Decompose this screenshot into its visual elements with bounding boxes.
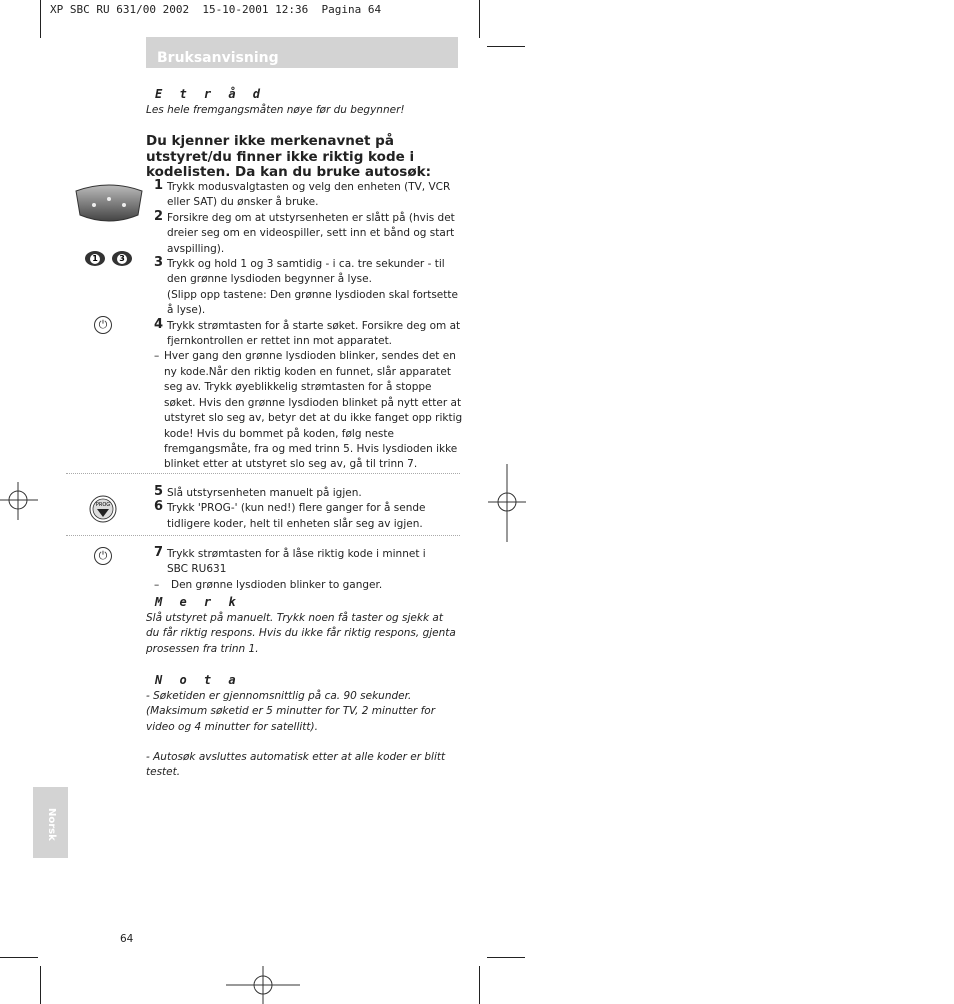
dash-text: Hver gang den grønne lysdioden blinker, sendes det en ny kode.Når den riktig koden en funnet, slår apparatet seg av. Trykk øyeblikkelig strømtasten for å stoppe søket. Hvis den grønne lysdioden blinket på nytt etter at utstyret slo seg av, betyr det at du ikke fanget opp riktig kode! Hvis du bommet på koden, følg neste fremgangsmåte, fra og med trinn 5. Hvis lysdioden ikke blinket etter at utstyret slo seg av, gå til trinn 7. — [164, 350, 463, 471]
step-item — [146, 180, 466, 211]
prog-down-icon — [89, 495, 117, 523]
steps-block-c — [146, 547, 431, 593]
step-text: Trykk 'PROG-' (kun ned!) flere ganger for å sende tidligere koder, helt til enheten slår seg av igjen. — [167, 502, 426, 530]
divider — [66, 473, 460, 474]
step-text: Trykk modusvalgtasten og velg den enheten (TV, VCR eller SAT) du ønsker å bruke. — [167, 181, 451, 209]
nota-label: N o t a — [155, 673, 241, 687]
step-number: 6 — [154, 499, 164, 515]
note-label: M e r k — [155, 595, 241, 609]
step-text: Trykk strømtasten for å starte søket. Forsikre deg om at fjernkontrollen er rettet inn mot apparatet. — [167, 319, 461, 348]
prog-label: PROG — [95, 502, 111, 508]
step-item — [146, 547, 431, 578]
language-label: Norsk — [46, 808, 57, 841]
steps-block-a — [146, 180, 466, 473]
registration-mark-right — [488, 464, 528, 544]
step-number: 1 — [154, 178, 164, 193]
power-icon: ⏻ — [94, 316, 112, 334]
step-item — [146, 316, 466, 350]
step-number: 3 — [154, 255, 164, 271]
dash-text: Den grønne lysdioden blinker to ganger. — [171, 578, 383, 591]
power-icon: ⏻ — [94, 547, 112, 565]
step-item — [146, 486, 466, 501]
page-number: 64 — [120, 933, 134, 945]
step-item — [146, 501, 466, 532]
dash-item: – Den grønne lysdioden blinker to ganger. — [154, 578, 383, 591]
crop-mark — [487, 957, 525, 958]
key-3-icon: 3 — [112, 251, 132, 266]
divider — [66, 535, 460, 536]
step-number: 4 — [154, 316, 164, 332]
section-title: Bruksanvisning — [157, 50, 279, 66]
step-text: Trykk strømtasten for å låse riktig kode i minnet i SBC RU631 — [167, 548, 426, 576]
tip-text: Les hele fremgangsmåten nøye før du begynner! — [146, 104, 405, 116]
step-number: 2 — [154, 208, 164, 224]
instructions-heading: Du kjenner ikke merkenavnet på utstyret/du finner ikke riktig kode i kodelisten. Da kan du bruke autosøk: — [146, 133, 431, 180]
registration-mark-left — [0, 482, 40, 522]
registration-mark-bottom — [226, 966, 300, 1004]
crop-mark — [40, 0, 41, 38]
dash-item: – Hver gang den grønne lysdioden blinker, sendes det en ny kode.Når den riktig koden en funnet, slår apparatet seg av. Trykk øyeblikkelig strømtasten for å stoppe søket. Hvis den grønne lysdioden blinket på nytt etter at utstyret slo seg av, betyr det at du ikke fanget opp riktig kode! Hvis du bommet på koden, følg neste fremgangsmåte, fra og med trinn 5. Hvis lysdioden ikke blinket etter at utstyret slo seg av, gå til trinn 7. — [154, 350, 463, 471]
key-1-icon: 1 — [85, 251, 105, 266]
crop-mark — [487, 46, 525, 47]
section-title-bar — [146, 37, 458, 68]
step-item — [146, 257, 466, 319]
crop-mark — [479, 0, 480, 38]
crop-mark — [0, 957, 38, 958]
step-text: Trykk og hold 1 og 3 samtidig - i ca. tre sekunder - til den grønne lysdioden begynner å lyse. — [167, 258, 445, 286]
crop-mark — [40, 966, 41, 1004]
nota-item-2: - Autosøk avsluttes automatisk etter at alle koder er blitt testet. — [146, 751, 446, 779]
crop-mark — [479, 966, 480, 1004]
mode-select-icon — [72, 183, 146, 223]
language-tab — [33, 787, 68, 858]
tip-label: E t r å d — [155, 87, 266, 101]
steps-block-b — [146, 486, 466, 532]
step-number: 7 — [154, 545, 164, 560]
step-number: 5 — [154, 484, 164, 499]
nota-item-1: - Søketiden er gjennomsnittlig på ca. 90 sekunder. (Maksimum søketid er 5 minutter for TV, 2 minutter for video og 4 minutter for satellitt). — [146, 690, 436, 733]
step-text: Slå utstyrsenheten manuelt på igjen. — [167, 487, 362, 499]
note-text: Slå utstyret på manuelt. Trykk noen få taster og sjekk at du får riktig respons. Hvis du ikke får riktig respons, gjenta prosessen fra trinn 1. — [146, 612, 456, 655]
print-header: XP SBC RU 631/00 2002 15-10-2001 12:36 Pagina 64 — [50, 3, 382, 16]
step-item — [146, 208, 466, 257]
step-text-extra: (Slipp opp tastene: Den grønne lysdioden skal fortsette å lyse). — [167, 288, 458, 317]
step-text: Forsikre deg om at utstyrsenheten er slått på (hvis det dreier seg om en videospiller, sett inn et bånd og start avspilling). — [167, 211, 455, 255]
